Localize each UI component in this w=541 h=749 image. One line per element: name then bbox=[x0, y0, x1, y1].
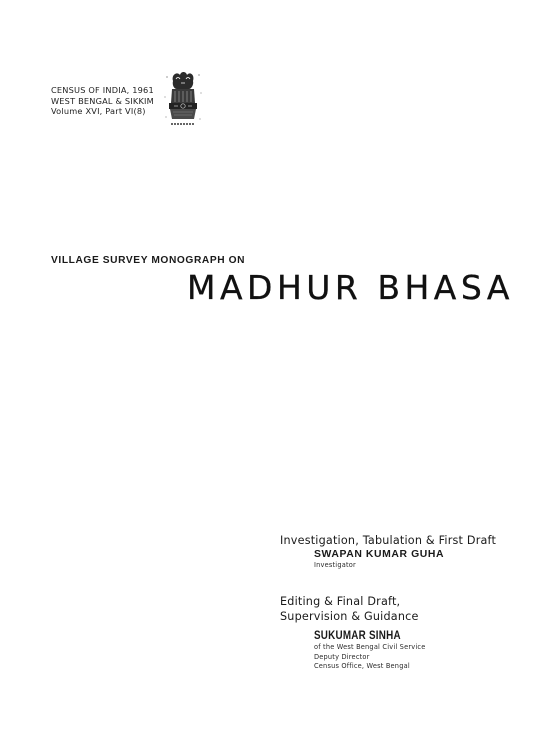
credits bbox=[280, 533, 530, 672]
editor-name: SUKUMAR SINHA bbox=[314, 628, 401, 643]
census-block bbox=[51, 85, 154, 117]
investigation-role: Investigation, Tabulation & First Draft bbox=[280, 534, 497, 547]
editor-office: Census Office, West Bengal bbox=[314, 662, 410, 671]
editor-service: of the West Bengal Civil Service bbox=[314, 643, 426, 652]
investigator-name: SWAPAN KUMAR GUHA bbox=[314, 549, 445, 560]
investigator-title: Investigator bbox=[314, 561, 356, 569]
census-line-1: CENSUS OF INDIA, 1961 bbox=[51, 85, 154, 95]
investigator bbox=[314, 548, 530, 570]
editor bbox=[314, 624, 530, 671]
census-line-2: WEST BENGAL & SIKKIM bbox=[51, 95, 154, 106]
census-line-3: Volume XVI, Part VI(8) bbox=[51, 106, 146, 117]
editing-role: Editing & Final Draft, bbox=[280, 595, 401, 609]
supervision-role: Supervision & Guidance bbox=[280, 610, 419, 624]
credits-spacer bbox=[280, 570, 530, 594]
series-title: VILLAGE SURVEY MONOGRAPH ON bbox=[51, 255, 246, 266]
editor-position: Deputy Director bbox=[314, 652, 370, 661]
village-title: MADHUR BHASA bbox=[187, 268, 515, 307]
state-emblem-lions-icon bbox=[161, 67, 205, 137]
